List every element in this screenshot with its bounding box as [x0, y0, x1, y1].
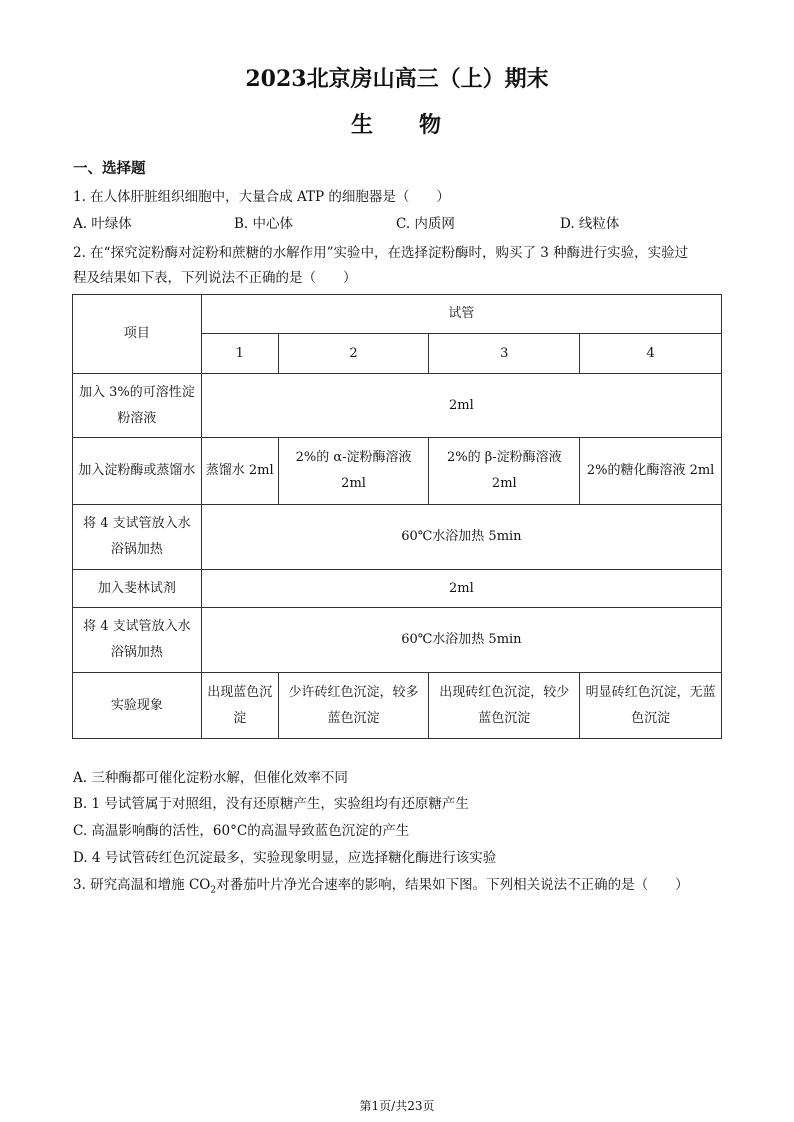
q1-option-a: A. 叶绿体	[73, 216, 132, 232]
q2-option-d: D. 4 号试管砖红色沉淀最多，实验现象明显，应选择糖化酶进行该实验	[73, 850, 497, 866]
tube-number: 1	[201, 334, 278, 374]
table-cell: 明显砖红色沉淀，无蓝色沉淀	[580, 673, 722, 739]
q2-option-a: A. 三种酶都可催化淀粉水解，但催化效率不同	[73, 770, 348, 786]
row-label: 将 4 支试管放入水浴锅加热	[73, 505, 202, 570]
header-item: 项目	[73, 295, 202, 374]
q1-option-b: B. 中心体	[234, 216, 294, 232]
row-value: 2ml	[201, 570, 721, 608]
subject-char-1: 生	[350, 112, 375, 138]
row-label: 加入 3%的可溶性淀粉溶液	[73, 374, 202, 438]
q3-subscript: 2	[210, 885, 217, 896]
q1-option-d: D. 线粒体	[560, 216, 620, 232]
q3-stem-part-b: 对番茄叶片净光合速率的影响，结果如下图。下列相关说法不正确的是（ ）	[216, 877, 689, 893]
question-1-stem: 1. 在人体肝脏组织细胞中，大量合成 ATP 的细胞器是（ ）	[73, 189, 450, 205]
tube-number: 3	[429, 334, 580, 374]
row-label: 将 4 支试管放入水浴锅加热	[73, 608, 202, 673]
tube-number: 2	[278, 334, 429, 374]
table-cell: 少许砖红色沉淀，较多蓝色沉淀	[278, 673, 429, 739]
row-value: 60℃水浴加热 5min	[201, 608, 721, 673]
row-value: 60℃水浴加热 5min	[201, 505, 721, 570]
section-heading: 一、选择题	[73, 160, 146, 177]
table-cell: 蒸馏水 2ml	[201, 438, 278, 505]
table-cell: 2%的 α-淀粉酶溶液 2ml	[278, 438, 429, 505]
q2-option-c: C. 高温影响酶的活性，60°C的高温导致蓝色沉淀的产生	[73, 823, 410, 839]
page-title: 2023北京房山高三（上）期末	[245, 66, 549, 92]
question-2-stem-line2: 程及结果如下表，下列说法不正确的是（ ）	[73, 270, 357, 286]
table-cell: 出现蓝色沉淀	[201, 673, 278, 739]
table-cell: 出现砖红色沉淀，较少蓝色沉淀	[429, 673, 580, 739]
experiment-table	[72, 294, 722, 739]
q3-stem-part-a: 3. 研究高温和增施 CO	[73, 877, 211, 893]
q2-option-b: B. 1 号试管属于对照组，没有还原糖产生，实验组均有还原糖产生	[73, 796, 469, 812]
page-footer: 第1页/共23页	[359, 1099, 435, 1113]
row-label: 实验现象	[73, 673, 202, 739]
question-3-stem	[73, 873, 689, 896]
tube-number: 4	[580, 334, 722, 374]
row-value: 2ml	[201, 374, 721, 438]
row-label: 加入斐林试剂	[73, 570, 202, 608]
subject-char-2: 物	[419, 112, 444, 138]
subject-title	[0, 108, 794, 139]
row-label: 加入淀粉酶或蒸馏水	[73, 438, 202, 505]
table-cell: 2%的 β-淀粉酶溶液 2ml	[429, 438, 580, 505]
header-tube: 试管	[201, 295, 721, 334]
q1-option-c: C. 内质网	[396, 216, 455, 232]
question-2-stem-line1: 2. 在“探究淀粉酶对淀粉和蔗糖的水解作用”实验中，在选择淀粉酶时，购买了 3 种酶进行实验，实验过	[73, 245, 689, 261]
table-cell: 2%的糖化酶溶液 2ml	[580, 438, 722, 505]
